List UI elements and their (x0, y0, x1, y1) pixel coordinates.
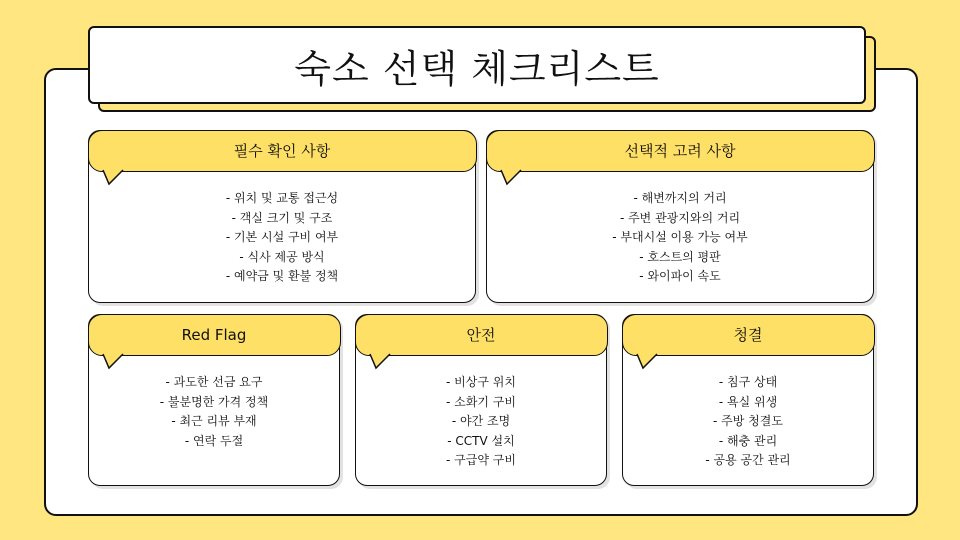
list-item: - 예약금 및 환불 정책 (225, 269, 339, 283)
list-item: - 과도한 선금 요구 (165, 375, 263, 389)
speech-tail-icon (103, 169, 125, 185)
list-item: - 와이파이 속도 (639, 269, 721, 283)
card-red-flag-list (89, 373, 339, 451)
list-item: - 주방 청결도 (713, 414, 783, 428)
list-item: - 구급약 구비 (446, 453, 516, 467)
card-safety-list (356, 373, 606, 471)
card-optional-list (487, 189, 873, 287)
list-item: - 해충 관리 (718, 433, 778, 448)
list-item: - 기본 시설 구비 여부 (225, 230, 339, 244)
list-item: - 위치 및 교통 접근성 (225, 191, 339, 205)
list-item: - 연락 두절 (184, 433, 244, 448)
list-item: - 최근 리뷰 부재 (171, 414, 257, 428)
card-cleanliness-title: 청결 (733, 326, 763, 344)
card-optional-title: 선택적 고려 사항 (624, 142, 736, 160)
speech-tail-icon (370, 353, 392, 369)
list-item: - 해변까지의 거리 (633, 191, 727, 205)
card-safety-header (355, 314, 608, 356)
card-optional (486, 130, 874, 303)
list-item: - 불분명한 가격 정책 (159, 394, 269, 409)
card-essential-list (89, 189, 475, 287)
card-cleanliness-list (623, 373, 873, 471)
list-item: - 욕실 위생 (718, 394, 778, 409)
list-item: - 식사 제공 방식 (239, 249, 325, 264)
card-red-flag-title: Red Flag (181, 325, 247, 344)
list-item: - 호스트의 평판 (639, 249, 721, 264)
title-box (88, 26, 866, 104)
speech-tail-icon (637, 353, 659, 369)
card-safety-title: 안전 (466, 326, 496, 344)
list-item: - 공용 공간 관리 (705, 453, 791, 467)
list-item: - 객실 크기 및 구조 (231, 210, 333, 225)
speech-tail-icon (501, 169, 523, 185)
card-red-flag-header (88, 314, 341, 356)
list-item: - 부대시설 이용 가능 여부 (612, 230, 748, 244)
card-cleanliness (622, 314, 874, 486)
card-essential-title: 필수 확인 사항 (233, 142, 331, 160)
card-cleanliness-header (622, 314, 875, 356)
page-title: 숙소 선택 체크리스트 (294, 46, 660, 91)
card-essential-header (88, 130, 477, 172)
list-item: - 소화기 구비 (446, 394, 516, 409)
list-item: - 침구 상태 (718, 375, 778, 389)
list-item: - CCTV 설치 (447, 433, 515, 448)
card-safety (355, 314, 607, 486)
list-item: - 야간 조명 (451, 414, 511, 428)
card-red-flag (88, 314, 340, 486)
list-item: - 주변 관광지와의 거리 (619, 210, 741, 225)
speech-tail-icon (103, 353, 125, 369)
card-optional-header (486, 130, 875, 172)
list-item: - 비상구 위치 (446, 375, 516, 389)
card-essential (88, 130, 476, 303)
